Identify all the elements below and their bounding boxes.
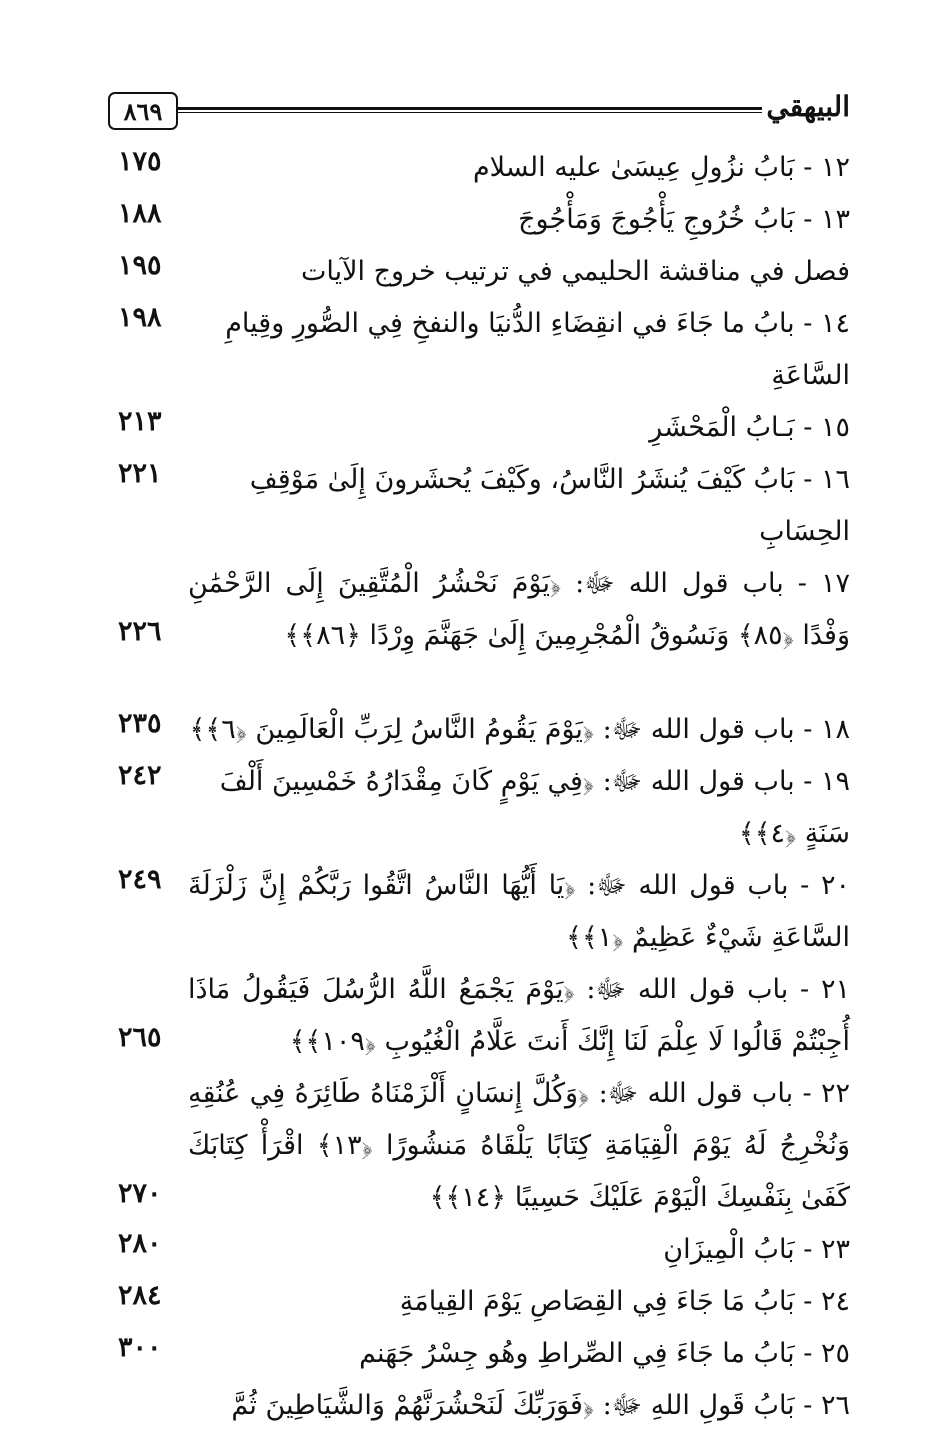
entry-title: ٢٠ - باب قول الله ﷻ: ﴿يَا أَيُّهَا النَّاسُ اتَّقُوا رَبَّكُمْ إِنَّ زَلْزَلَةَ السَّاعَةِ شَيْءٌ عَظِيمٌ ﴿١﴾﴾ bbox=[188, 870, 850, 953]
toc-entry bbox=[118, 964, 850, 1068]
toc-entry bbox=[118, 454, 850, 558]
entry-page: ٢٦٥ bbox=[118, 1022, 162, 1053]
entry-page: ١٩٨ bbox=[118, 302, 162, 333]
toc-entry bbox=[118, 1380, 850, 1432]
entry-page bbox=[118, 1380, 188, 1384]
toc-entry bbox=[118, 246, 850, 298]
toc-entry bbox=[118, 704, 850, 756]
entry-title: ١٩ - باب قول الله ﷻ: ﴿فِي يَوْمٍ كَانَ مِقْدَارُهُ خَمْسِينَ أَلْفَ سَنَةٍ ﴿٤﴾﴾ bbox=[219, 766, 850, 849]
entry-title: ٢٥ - بَابُ ما جَاءَ فِي الصِّراطِ وهُو جِسْرُ جَهَنم bbox=[359, 1338, 850, 1369]
entry-title: ١٧ - باب قول الله ﷻ: ﴿يَوْمَ نَحْشُرُ الْمُتَّقِينَ إِلَى الرَّحْمَٰنِ وَفْدًا ﴿٨٥﴾ وَنَسُوقُ الْمُجْرِمِينَ إِلَىٰ جَهَنَّمَ وِرْدًا ﴿٨٦﴾﴾ bbox=[188, 568, 850, 651]
entry-page: ٣٠٠ bbox=[118, 1332, 162, 1363]
entry-page: ٢٨٠ bbox=[118, 1228, 162, 1259]
entry-page: ١٨٨ bbox=[118, 198, 162, 229]
entry-title: ٢٢ - باب قول الله ﷻ: ﴿وَكُلَّ إِنسَانٍ أَلْزَمْنَاهُ طَائِرَهُ فِي عُنُقِهِ وَنُخْرِجُ لَهُ يَوْمَ الْقِيَامَةِ كِتَابًا يَلْقَاهُ مَنشُورًا ﴿١٣﴾ اقْرَأْ كِتَابَكَ كَفَىٰ بِنَفْسِكَ الْيَوْمَ عَلَيْكَ حَسِيبًا ﴿١٤﴾﴾ bbox=[188, 1078, 850, 1213]
section-gap bbox=[118, 662, 850, 704]
toc-entry bbox=[118, 1328, 850, 1380]
table-of-contents bbox=[118, 142, 850, 1432]
entry-title: فصل في مناقشة الحليمي في ترتيب خروج الآيات bbox=[300, 256, 850, 287]
toc-entry bbox=[118, 860, 850, 964]
entry-page: ٢٢١ bbox=[118, 458, 162, 489]
toc-entry bbox=[118, 402, 850, 454]
toc-entry bbox=[118, 1068, 850, 1224]
toc-entry bbox=[118, 298, 850, 402]
entry-page: ٢٣٥ bbox=[118, 708, 162, 739]
entry-title: ١٦ - بَابُ كَيْفَ يُنشَرُ النَّاسُ، وكَيْفَ يُحشَرونَ إِلَىٰ مَوْقِفِ الحِسَابِ bbox=[249, 464, 850, 547]
entry-page: ٢٧٠ bbox=[118, 1178, 162, 1209]
entry-page: ١٩٥ bbox=[118, 250, 162, 281]
entry-title: ١٢ - بَابُ نزُولِ عِيسَىٰ عليه السلام bbox=[472, 152, 850, 183]
entry-title: ١٤ - بابُ ما جَاءَ في انقِضَاءِ الدُّنيَا والنفخِ فِي الصُّورِ وقِيامِ السَّاعَةِ bbox=[225, 308, 850, 391]
entry-page: ٢٢٦ bbox=[118, 616, 162, 647]
entry-page: ٢١٣ bbox=[118, 406, 162, 437]
entry-page: ٢٤٩ bbox=[118, 864, 162, 895]
entry-title: ٢٦ - بَابُ قَولِ اللهِ ﷻ: ﴿فَوَرَبِّكَ لَنَحْشُرَنَّهُمْ وَالشَّيَاطِينَ ثُمَّ bbox=[231, 1390, 850, 1421]
entry-title: ٢٤ - بَابُ مَا جَاءَ فِي القِصَاصِ يَوْمَ القِيامَةِ bbox=[399, 1286, 850, 1317]
toc-entry bbox=[118, 1276, 850, 1328]
entry-title: ١٨ - باب قول الله ﷻ: ﴿يَوْمَ يَقُومُ النَّاسُ لِرَبِّ الْعَالَمِينَ ﴿٦﴾﴾ bbox=[189, 714, 850, 745]
entry-title: ٢١ - باب قول الله ﷻ: ﴿يَوْمَ يَجْمَعُ اللَّهُ الرُّسُلَ فَيَقُولُ مَاذَا أُجِبْتُمْ قَالُوا لَا عِلْمَ لَنَا إِنَّكَ أَنتَ عَلَّامُ الْغُيُوبِ ﴿١٠٩﴾﴾ bbox=[188, 974, 850, 1057]
entry-page: ٢٤٢ bbox=[118, 760, 162, 791]
toc-entry bbox=[118, 1224, 850, 1276]
toc-entry bbox=[118, 142, 850, 194]
header-rule bbox=[178, 107, 762, 113]
toc-entry bbox=[118, 558, 850, 662]
running-title: البيهقي bbox=[766, 90, 850, 123]
page-header bbox=[108, 92, 850, 130]
entry-page: ٢٨٤ bbox=[118, 1280, 162, 1311]
entry-title: ٢٣ - بَابُ الْمِيزَانِ bbox=[663, 1234, 850, 1265]
entry-title: ١٣ - بَابُ خُرُوجِ يَأْجُوجَ وَمَأْجُوجَ bbox=[518, 204, 850, 235]
entry-page: ١٧٥ bbox=[118, 146, 162, 177]
page-number: ٨٦٩ bbox=[108, 92, 178, 130]
toc-entry bbox=[118, 756, 850, 860]
entry-title: ١٥ - بَـابُ الْمَحْشَرِ bbox=[649, 412, 850, 443]
toc-entry bbox=[118, 194, 850, 246]
